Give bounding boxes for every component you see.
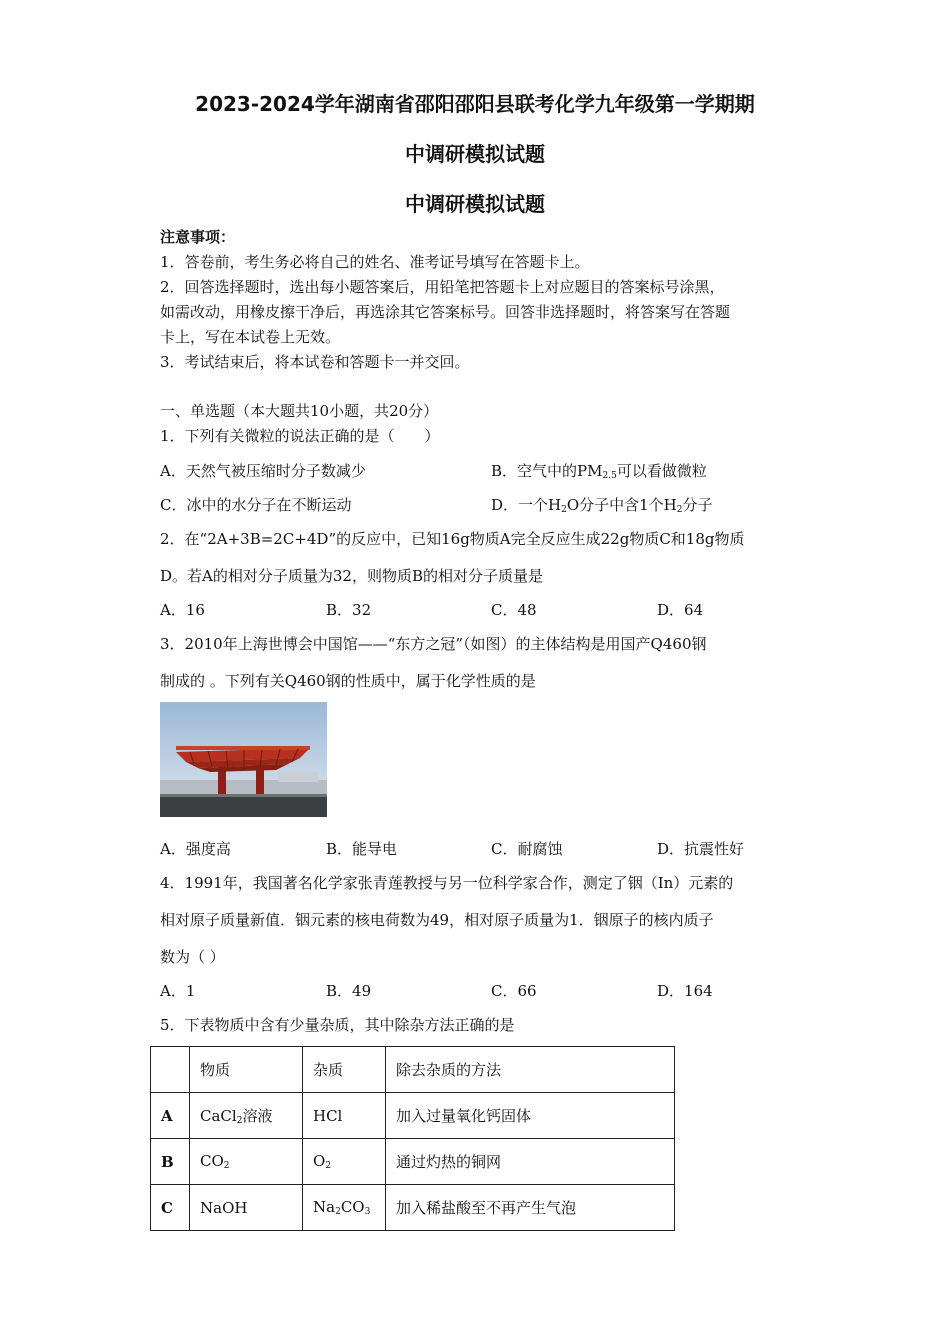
q2-stem-b: D。若A的相对分子质量为32，则物质B的相对分子质量是: [160, 567, 543, 585]
notice-item-3: 3．考试结束后，将本试卷和答题卡一并交回。: [160, 353, 470, 371]
q1-option-a: A．天然气被压缩时分子数减少: [160, 462, 366, 480]
table-row: [151, 1139, 675, 1185]
q4-stem-c: 数为（ ）: [160, 948, 225, 966]
impurity-cell: $Na_2CO_3$: [303, 1185, 386, 1231]
notice-item-1: 1．答卷前，考生务必将自己的姓名、准考证号填写在答题卡上。: [160, 253, 590, 271]
table-header-cell: 杂质: [303, 1047, 386, 1093]
row-key: B: [151, 1139, 190, 1185]
method-cell: 加入稀盐酸至不再产生气泡: [386, 1185, 675, 1231]
title-line-2: 中调研模拟试题: [405, 142, 545, 166]
q4-option-c: C．66: [491, 982, 537, 1000]
table-header-cell: 物质: [190, 1047, 303, 1093]
q1-option-d: D．一个$H_2O$分子中含1个$H_2$分子: [491, 496, 713, 515]
method-cell: 通过灼热的铜网: [386, 1139, 675, 1185]
row-key: A: [151, 1093, 190, 1139]
table-header-row: [151, 1047, 675, 1093]
q2-option-a: A．16: [160, 601, 205, 619]
q4-option-d: D．164: [657, 982, 713, 1000]
substance-cell: NaOH: [190, 1185, 303, 1231]
q3-option-d: D．抗震性好: [657, 840, 745, 858]
impurity-cell: HCl: [303, 1093, 386, 1139]
q2-stem-a: 2．在“2A+3B=2C+4D”的反应中，已知16g物质A完全反应生成22g物质C和18g物质: [160, 530, 745, 548]
table-row: [151, 1093, 675, 1139]
substance-cell: CaCl$_2$溶液: [190, 1093, 303, 1139]
q3-option-b: B．能导电: [326, 840, 398, 858]
table-row: [151, 1185, 675, 1231]
q5-stem: 5．下表物质中含有少量杂质，其中除杂方法正确的是: [160, 1016, 515, 1034]
title-line-3: 中调研模拟试题: [405, 192, 545, 216]
notice-item-2a: 2．回答选择题时，选出每小题答案后，用铅笔把答题卡上对应题目的答案标号涂黑，: [160, 278, 725, 296]
q4-option-a: A．1: [160, 982, 196, 1000]
q3-option-c: C．耐腐蚀: [491, 840, 563, 858]
q2-option-b: B．32: [326, 601, 372, 619]
notice-item-2b: 如需改动，用橡皮擦干净后，再选涂其它答案标号。回答非选择题时，将答案写在答题: [160, 303, 731, 321]
title-line-1: 2023-2024学年湖南省邵阳邵阳县联考化学九年级第一学期期: [195, 92, 755, 116]
q4-option-b: B．49: [326, 982, 372, 1000]
china-pavilion-photo: [160, 702, 327, 817]
q1-option-c: C．冰中的水分子在不断运动: [160, 496, 352, 514]
table-header-cell: [151, 1047, 190, 1093]
notice-heading: 注意事项：: [160, 228, 236, 246]
q4-stem-a: 4．1991年，我国著名化学家张青莲教授与另一位科学家合作，测定了铟（In）元素的: [160, 874, 734, 892]
q1-option-b: B．空气中的$PM_{2.5}$可以看做微粒: [491, 462, 707, 481]
table-header-cell: 除去杂质的方法: [386, 1047, 675, 1093]
notice-item-2c: 卡上，写在本试卷上无效。: [160, 328, 341, 346]
q2-option-c: C．48: [491, 601, 537, 619]
q4-stem-b: 相对原子质量新值．铟元素的核电荷数为49，相对原子质量为1．铟原子的核内质子: [160, 911, 714, 929]
impurity-table: [150, 1046, 675, 1231]
method-cell: 加入过量氧化钙固体: [386, 1093, 675, 1139]
section-heading: 一、单选题（本大题共10小题，共20分）: [160, 402, 439, 420]
row-key: C: [151, 1185, 190, 1231]
impurity-cell: $O_2$: [303, 1139, 386, 1185]
substance-cell: $CO_2$: [190, 1139, 303, 1185]
q1-stem: 1．下列有关微粒的说法正确的是（ ）: [160, 427, 440, 445]
q3-stem-b: 制成的 。下列有关Q460钢的性质中，属于化学性质的是: [160, 672, 536, 690]
q2-option-d: D．64: [657, 601, 704, 619]
q3-stem-a: 3．2010年上海世博会中国馆——“东方之冠”（如图）的主体结构是用国产Q460钢: [160, 635, 707, 653]
q3-option-a: A．强度高: [160, 840, 231, 858]
